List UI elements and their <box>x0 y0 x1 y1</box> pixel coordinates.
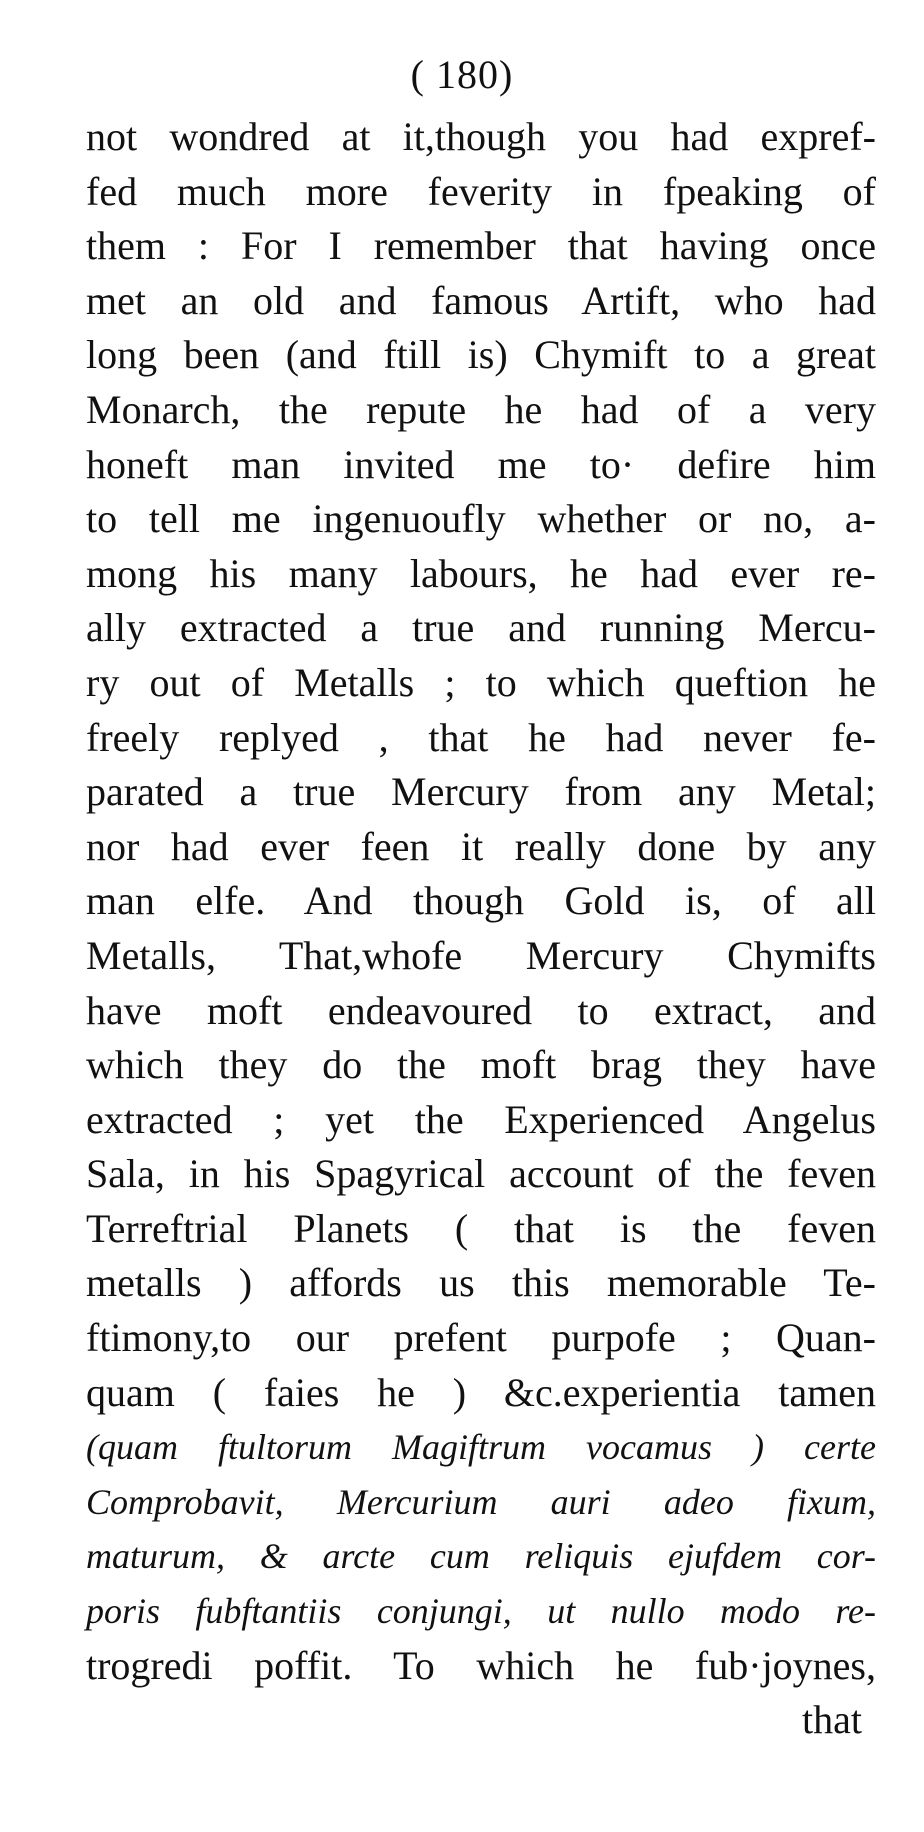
text-line: not wondred at it,though you had expref- <box>86 114 876 159</box>
text-line: Metalls, That,whofe Mercury Chymifts <box>86 932 876 978</box>
text-line: have moft endeavoured to extract, and <box>86 987 876 1033</box>
text-line: parated a true Mercury from any Metal; <box>86 769 876 815</box>
catchword <box>86 1693 876 1748</box>
text-line: extracted ; yet the Experienced Angelus <box>86 1096 876 1142</box>
catchword-text: that <box>802 1697 862 1743</box>
text-line: trogredi poffit. To which he fub·joynes, <box>86 1642 876 1688</box>
text-line: (quam ftultorum Magiftrum vocamus ) certe <box>86 1427 876 1468</box>
text-line: fed much more feverity in fpeaking of <box>86 168 876 214</box>
text-line: mong his many labours, he had ever re- <box>86 550 876 596</box>
text-line: ally extracted a true and running Mercu- <box>86 605 876 651</box>
text-line: ry out of Metalls ; to which queftion he <box>86 659 876 705</box>
text-line: poris fubftantiis conjungi, ut nullo modo re- <box>86 1591 876 1632</box>
text-line: Terreftrial Planets ( that is the feven <box>86 1205 876 1251</box>
text-line: to tell me ingenuoufly whether or no, a- <box>86 496 876 542</box>
text-line: met an old and famous Artift, who had <box>86 277 876 323</box>
text-line: which they do the moft brag they have <box>86 1042 876 1088</box>
text-line: Comprobavit, Mercurium auri adeo fixum, <box>86 1481 876 1522</box>
text-line: man elfe. And though Gold is, of all <box>86 878 876 924</box>
text-line: ftimony,to our prefent purpofe ; Quan- <box>86 1315 876 1361</box>
text-line: freely replyed , that he had never fe- <box>86 714 876 760</box>
text-line: nor had ever feen it really done by any <box>86 823 876 869</box>
text-line: honeft man invited me to· defire him <box>86 441 876 487</box>
text-line: long been (and ftill is) Chymift to a great <box>86 332 876 378</box>
text-line: Monarch, the repute he had of a very <box>86 386 876 432</box>
text-line: Sala, in his Spagyrical account of the feven <box>86 1151 876 1197</box>
text-line: maturum, & arcte cum reliquis ejufdem cor- <box>86 1536 876 1577</box>
body-text <box>86 110 876 1748</box>
text-line: metalls ) affords us this memorable Te- <box>86 1260 876 1306</box>
page-number: ( 180) <box>410 52 514 97</box>
text-line: them : For I remember that having once <box>86 223 876 269</box>
text-line: quam ( faies he ) &c.experientia tamen <box>86 1369 876 1415</box>
